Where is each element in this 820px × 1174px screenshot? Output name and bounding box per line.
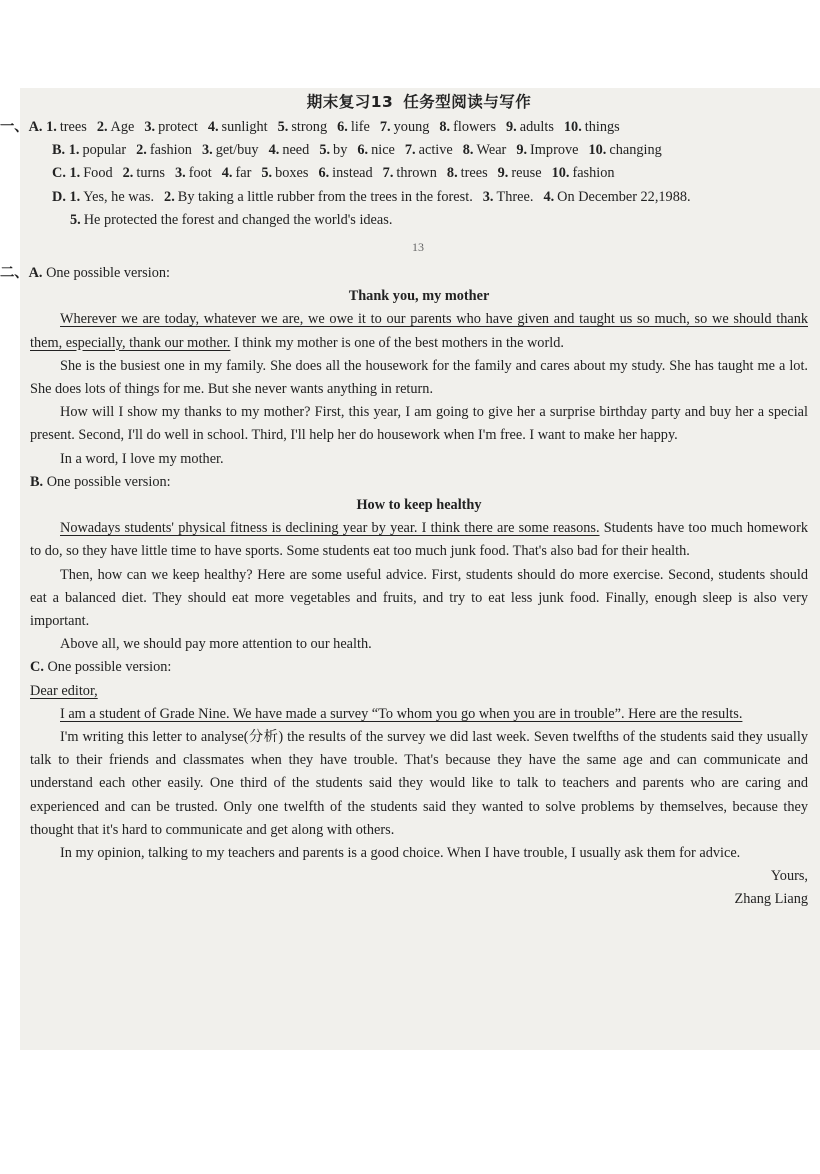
letter-paragraph-3: In my opinion, talking to my teachers and parents is a good choice. When I have trouble, I usually ask them for advice. xyxy=(60,844,741,861)
answer-item xyxy=(357,142,395,158)
part1-prefix: 一、 xyxy=(0,119,29,135)
essay-b-title: How to keep healthy xyxy=(356,496,482,513)
answer-number: 3. xyxy=(482,188,494,205)
answer-text: life xyxy=(350,119,370,135)
answer-text: strong xyxy=(291,119,328,135)
answer-text: fashion xyxy=(149,142,192,159)
answer-number: 1. xyxy=(69,165,81,182)
part1-b-row xyxy=(30,139,808,162)
part2-b-intro: One possible version: xyxy=(46,473,171,490)
answer-number: 8. xyxy=(446,165,458,182)
answer-text: reuse xyxy=(511,165,542,182)
title-text: 任务型阅读与写作 xyxy=(403,93,532,111)
answer-item xyxy=(69,165,112,181)
essay-b-paragraph-1 xyxy=(30,517,808,563)
answer-item xyxy=(319,142,347,158)
part2-c-label: C. xyxy=(30,659,44,676)
answer-item xyxy=(447,165,488,181)
essay-a-topic-sentence: Wherever we are today, whatever we are, we owe it to our parents who have given and taught us so much, so we should thank them, especially, thank our mother. xyxy=(30,311,808,351)
essay-a-paragraph-2: She is the busiest one in my family. She does all the housework for the family and cares about my study. She has taught me a lot. She does lots of things for me. But she never wants anything in return. xyxy=(30,357,808,397)
answer-item xyxy=(123,165,165,181)
answer-text: sunlight xyxy=(221,119,268,135)
answer-item xyxy=(439,119,496,135)
part1-c-label: C. xyxy=(52,165,66,182)
part2-prefix: 二、 xyxy=(0,264,29,281)
essay-a-p1-rest: I think my mother is one of the best mothers in the world. xyxy=(230,334,564,351)
answer-text: Yes, he was. xyxy=(83,188,155,205)
answer-item xyxy=(318,165,372,181)
answer-number: 10. xyxy=(588,142,607,159)
answer-item xyxy=(543,189,690,205)
answer-number: 1. xyxy=(69,188,81,205)
answer-item xyxy=(588,142,661,158)
answer-number: 4. xyxy=(207,119,219,135)
part2-a-intro: One possible version: xyxy=(46,264,170,281)
answer-item xyxy=(516,142,578,158)
part1-a-answers xyxy=(46,119,630,135)
answer-number: 4. xyxy=(221,165,233,182)
answer-text: He protected the forest and changed the world's ideas. xyxy=(83,211,393,228)
part1-d-row xyxy=(30,186,808,209)
answer-number: 4. xyxy=(543,188,555,205)
essay-a-title: Thank you, my mother xyxy=(348,288,490,305)
answer-number: 6. xyxy=(357,142,369,159)
answer-text: protect xyxy=(158,119,198,135)
answer-text: turns xyxy=(136,165,165,182)
answer-item xyxy=(46,119,87,135)
letter-topic-sentence: I am a student of Grade Nine. We have made a survey “To whom you go when you are in trouble”. Here are the results. xyxy=(60,705,743,722)
answer-text: trees xyxy=(59,119,87,135)
letter-closing: Yours, xyxy=(770,868,808,885)
part1-c-answers xyxy=(69,165,624,181)
answer-text: foot xyxy=(188,165,212,182)
answer-text: fashion xyxy=(572,165,615,182)
answer-item xyxy=(222,165,252,181)
answer-item xyxy=(97,119,135,135)
answer-text: Three. xyxy=(496,188,534,205)
letter-paragraph-1 xyxy=(30,703,808,726)
essay-a-paragraph-4: In a word, I love my mother. xyxy=(60,450,224,467)
answer-text: Food xyxy=(83,165,113,182)
essay-a-paragraph-1 xyxy=(30,308,808,354)
answer-number: 2. xyxy=(122,165,134,182)
answer-text: young xyxy=(393,119,430,135)
answer-text: By taking a little rubber from the trees in the forest. xyxy=(177,188,473,205)
part1-c-row xyxy=(30,162,808,185)
answer-number: 5. xyxy=(70,211,81,228)
answer-item xyxy=(144,119,197,135)
answer-number: 9. xyxy=(516,142,528,159)
answer-text: by xyxy=(333,142,348,159)
letter-salutation xyxy=(30,680,808,703)
answer-text: thrown xyxy=(396,165,437,182)
answer-text: instead xyxy=(332,165,373,182)
answer-text: Improve xyxy=(530,142,579,159)
page-title xyxy=(30,88,808,116)
answer-number: 10. xyxy=(563,119,582,135)
answer-number: 7. xyxy=(404,142,416,159)
answer-number: 2. xyxy=(136,142,147,159)
answer-number: 5. xyxy=(277,119,289,135)
answer-item xyxy=(202,142,259,158)
essay-a-paragraph-3: How will I show my thanks to my mother? First, this year, I am going to give her a surprise birthday party and buy her a special present. Second, I'll do well in school. Third, I'll help her do housework when I'm free. I want to make her happy. xyxy=(30,404,808,444)
answer-item xyxy=(261,165,308,181)
salutation-text: Dear editor, xyxy=(30,682,98,699)
answer-item xyxy=(498,165,542,181)
answer-text: get/buy xyxy=(215,142,259,159)
answer-number: 6. xyxy=(318,165,330,182)
part1-a-label: A. xyxy=(28,119,43,135)
answer-text: nice xyxy=(371,142,395,159)
answer-item xyxy=(552,165,615,181)
answer-number: 9. xyxy=(506,119,517,135)
answer-number: 8. xyxy=(462,142,474,159)
answer-number: 3. xyxy=(144,119,156,135)
answer-text: active xyxy=(418,142,453,159)
answer-item xyxy=(69,142,126,158)
answer-number: 7. xyxy=(379,119,391,135)
essay-b-paragraph-3: Above all, we should pay more attention to our health. xyxy=(60,636,372,653)
letter-paragraph-2: I'm writing this letter to analyse(分析) the results of the survey we did last week. Seven twelfths of the students said they usually talk to their friends and classmates when they have trouble. That's because they have the same age and can communicate and understand each other easily. One third of the students said they would like to talk to teachers and parents who are caring and experienced and can be trusted. Only one twelfth of the students said they wanted to solve problems by themselves, because they thought that it's hard to communicate and get along with others. xyxy=(30,728,808,838)
answer-item xyxy=(506,119,554,135)
answer-item xyxy=(405,142,453,158)
answer-text: far xyxy=(235,165,252,182)
part2-c-intro: One possible version: xyxy=(47,659,172,676)
answer-text: need xyxy=(282,142,310,159)
part2-a-row xyxy=(0,262,808,285)
answer-text: popular xyxy=(82,142,127,159)
answer-key xyxy=(0,88,808,912)
answer-item xyxy=(136,142,192,158)
answer-text: trees xyxy=(460,165,488,182)
answer-item xyxy=(175,165,212,181)
answer-number: 3. xyxy=(201,142,213,159)
answer-number: 10. xyxy=(551,165,570,182)
part2-c-row xyxy=(30,656,808,679)
part1-a-row xyxy=(0,116,808,139)
answer-number: 5. xyxy=(261,165,273,182)
part2-b-row xyxy=(30,471,808,494)
answer-text: changing xyxy=(609,142,662,159)
answer-number: 5. xyxy=(319,142,331,159)
letter-signature: Zhang Liang xyxy=(734,891,808,908)
part2-a-label: A. xyxy=(28,264,43,281)
essay-b-p1-rest: Students have too much homework to do, so they have little time to have sports. Some students eat too much junk food. That's also bad for their health. xyxy=(30,520,808,560)
part2-b-label: B. xyxy=(30,473,44,490)
answer-number: 7. xyxy=(382,165,394,182)
answer-number: 3. xyxy=(174,165,186,182)
answer-item xyxy=(164,189,473,205)
answer-item xyxy=(69,189,154,205)
answer-number: 8. xyxy=(439,119,451,135)
part1-b-label: B. xyxy=(52,142,66,159)
answer-text: boxes xyxy=(275,165,309,182)
answer-text: Age xyxy=(110,119,135,135)
answer-number: 4. xyxy=(268,142,280,159)
answer-number: 2. xyxy=(96,119,108,135)
answer-text: Wear xyxy=(476,142,507,159)
part1-d-answers xyxy=(69,189,700,205)
answer-text: adults xyxy=(519,119,554,135)
answer-item xyxy=(564,119,620,135)
answer-text: flowers xyxy=(453,119,497,135)
answer-item xyxy=(337,119,370,135)
answer-item xyxy=(380,119,429,135)
part1-d-item5-row xyxy=(30,209,808,232)
page-number: 13 xyxy=(412,240,424,254)
part1-d-label: D. xyxy=(52,188,66,205)
answer-number: 1. xyxy=(68,142,80,159)
answer-item xyxy=(269,142,310,158)
answer-number: 2. xyxy=(164,188,175,205)
part1-b-answers xyxy=(69,142,672,158)
answer-text: On December 22,1988. xyxy=(557,188,691,205)
essay-b-paragraph-2: Then, how can we keep healthy? Here are some useful advice. First, students should do more exercise. Second, students should eat a balanced diet. They should eat more vegetables and fruits, and try to eat less junk food. Finally, enough sleep is also very important. xyxy=(30,566,808,629)
answer-number: 1. xyxy=(46,119,57,135)
answer-number: 6. xyxy=(337,119,348,135)
answer-text: things xyxy=(584,119,620,135)
answer-number: 9. xyxy=(497,165,509,182)
answer-item xyxy=(208,119,268,135)
answer-item xyxy=(278,119,327,135)
answer-item xyxy=(383,165,437,181)
essay-b-topic-sentence: Nowadays students' physical fitness is declining year by year. I think there are some reasons. xyxy=(60,520,600,537)
title-number: 期末复习13 xyxy=(306,93,394,111)
answer-item xyxy=(463,142,507,158)
answer-item xyxy=(483,189,534,205)
